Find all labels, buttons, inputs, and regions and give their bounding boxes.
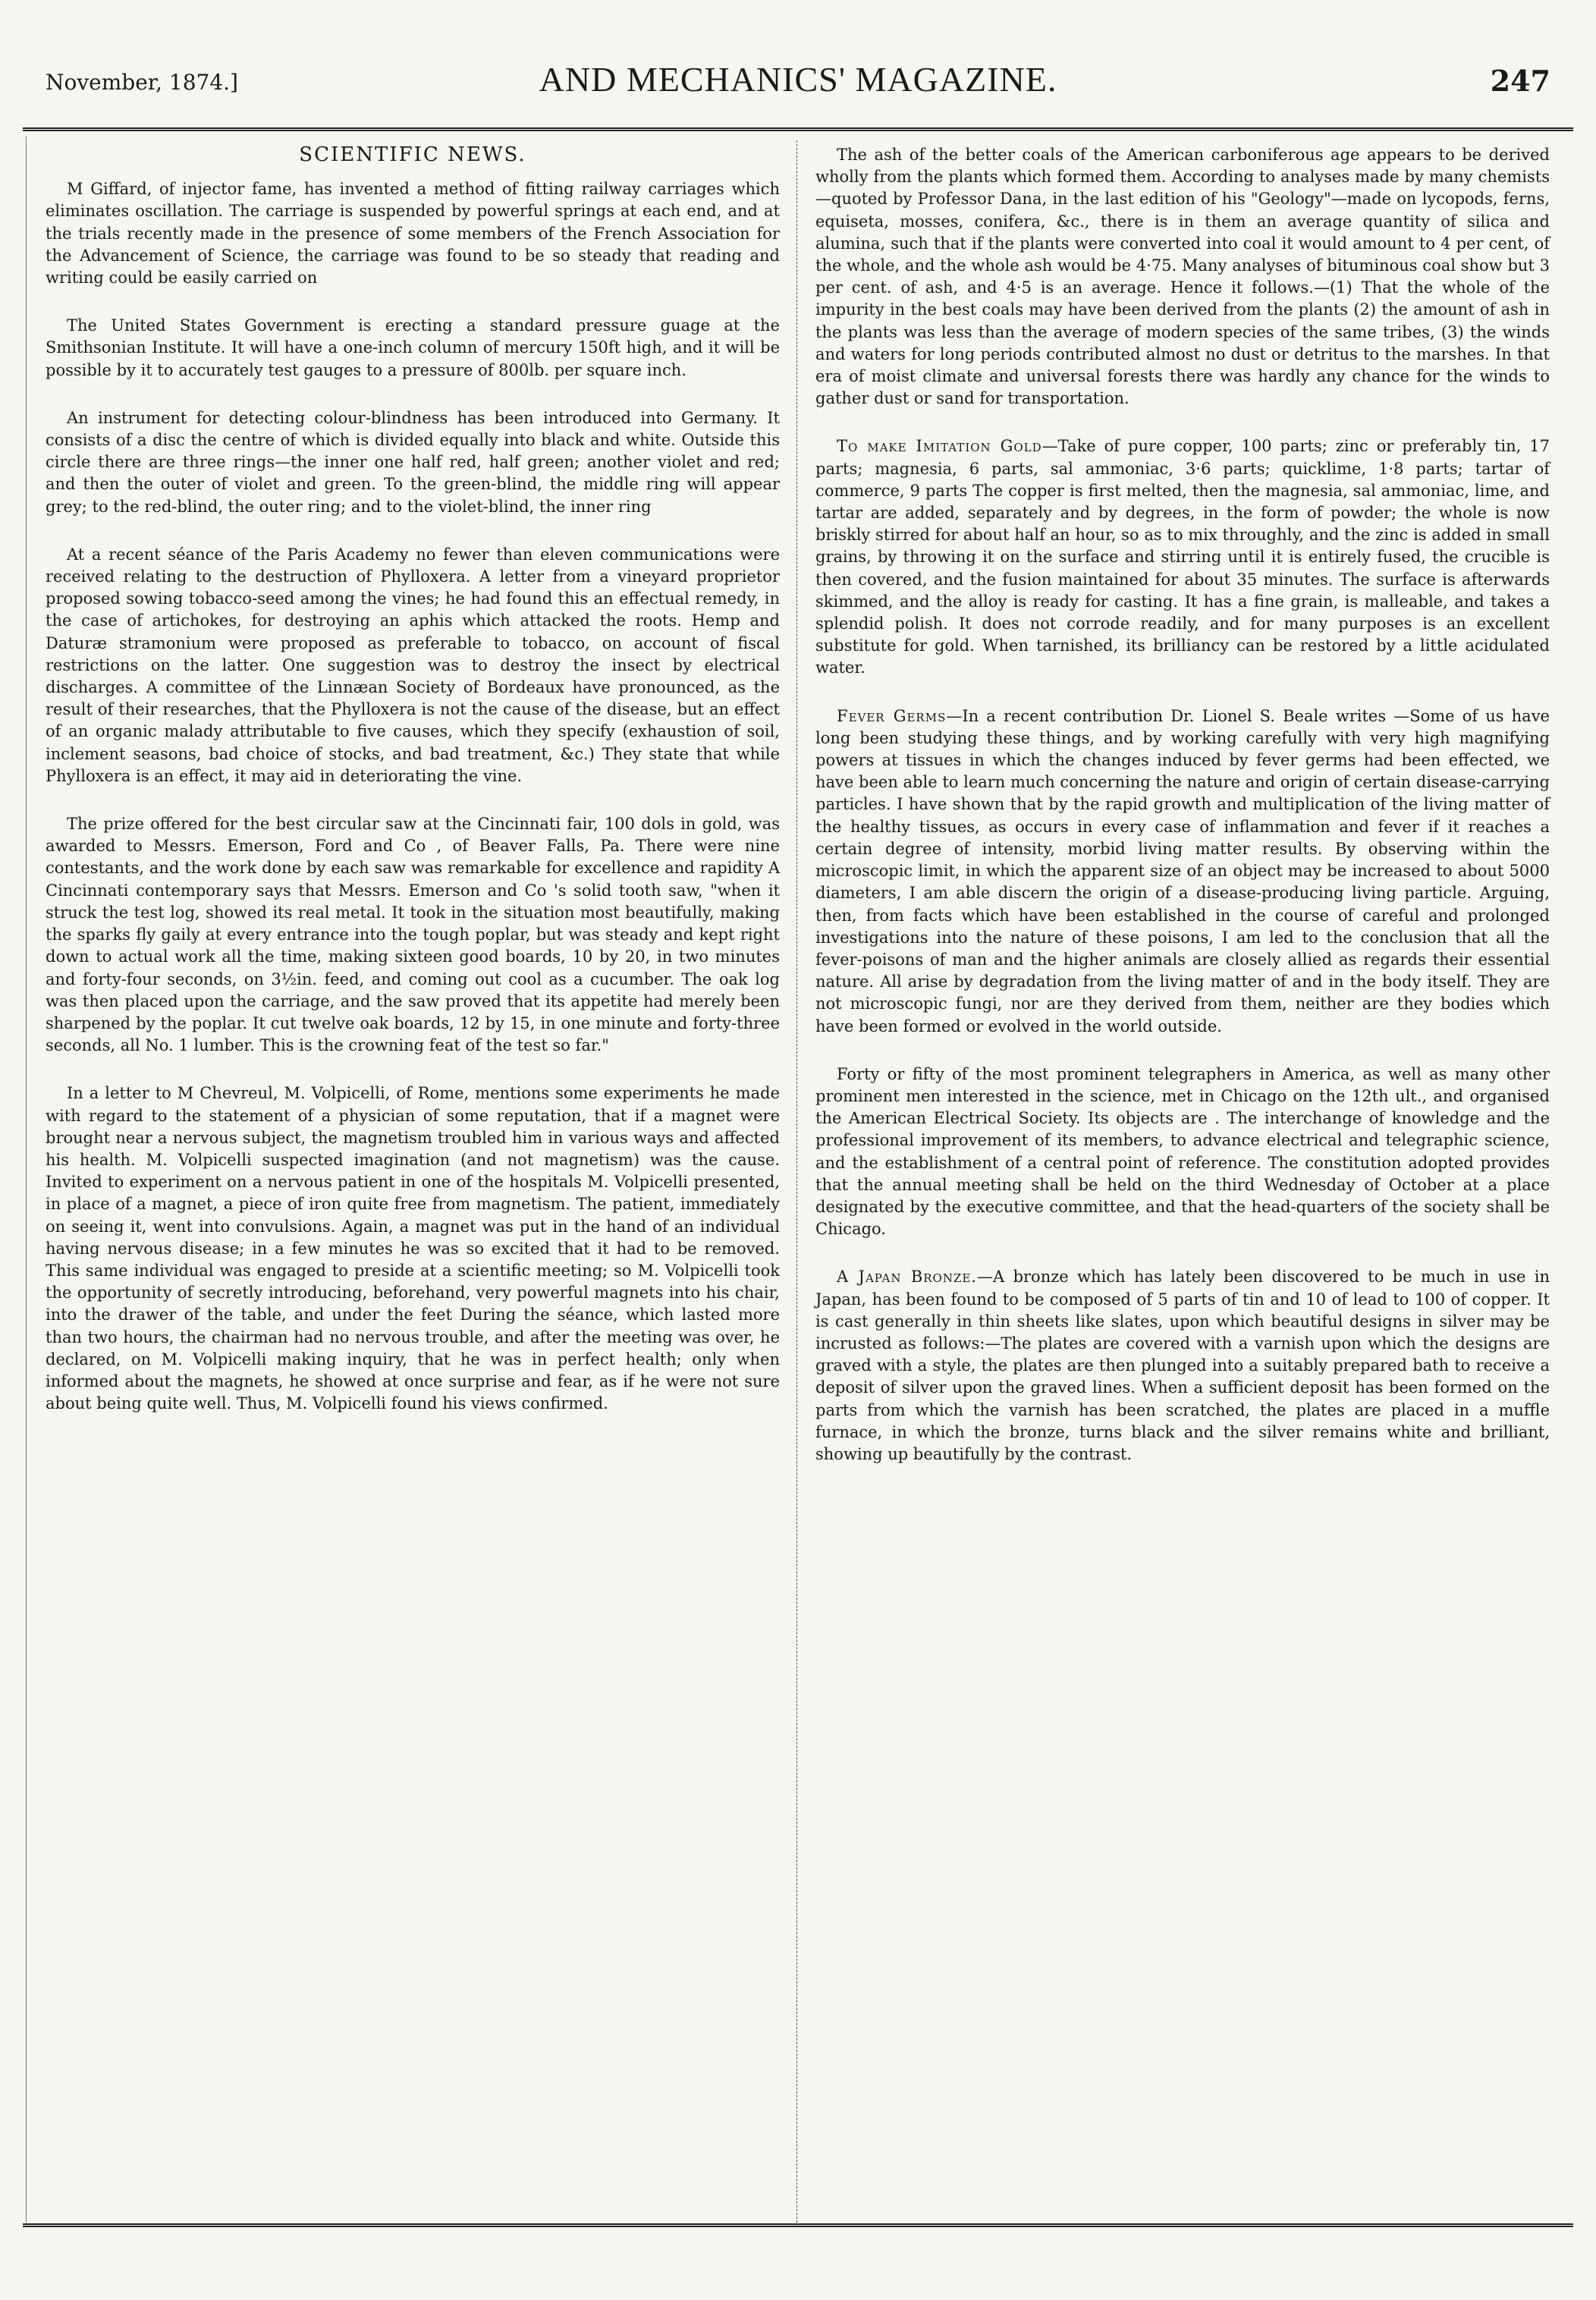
article-coal-ash: The ash of the better coals of the American carboniferous age appears to be derived wholly from the plants which formed them. According to analyses made by many chemists—quoted by Professor Dana, in the last edition of his "Geology"—made on lycopods, ferns, equiseta, mosses, conifera, &c., there is in them an average quantity of silica and alumina, such that if the plants were converted into coal it would amount to 4 per cent, of the whole, and the whole ash would be 4·75. Many analyses of bituminous coal show but 3 per cent. of ash, and 4·5 is an average. Hence it follows.—(1) That the whole of the impurity in the best coals may have been derived from the plants (2) the amount of ash in the plants was less than the average of modern species of the same tribes, (3) the winds and waters for long periods contributed almost no dust or detritus to the marshes. In that era of moist climate and universal forests there was hardly any chance for the winds to gather dust or sand for transportation. xyxy=(815,146,1550,408)
column-divider xyxy=(796,140,797,2226)
page-header xyxy=(46,59,1550,112)
japan-bronze-heading: A Japan Bronze. xyxy=(837,1268,978,1287)
article-telegraphers: Forty or fifty of the most prominent telegraphers in America, as well as many other prominent men interested in the science, met in Chicago on the 12th ult., and organised the American Electrical Society. Its objects are . The interchange of knowledge and the professional improvement of its members, to advance electrical and telegraphic science, and the establishment of a central point of reference. The constitution adopted provides that the annual meeting shall be held on the third Wednesday of October at a place designated by the executive committee, and that the head-quarters of the society shall be Chicago. xyxy=(815,1064,1550,1239)
japan-bronze-body: —A bronze which has lately been discovered to be much in use in Japan, has been found to be composed of 5 parts of tin and 10 of lead to 100 of copper. It is cast generally in thin sheets like slates, upon which beautiful designs in silver may be incrusted as follows:—The plates are covered with a varnish upon which the designs are graved with a style, the plates are then plunged into a suitably prepared bath to receive a deposit of silver upon the graved lines. When a sufficient deposit has been formed on the parts from which the varnish has been scratched, the plates are placed in a muffle furnace, in which the bronze, turns black and the silver remains white and brilliant, showing up beautifully by the contrast. xyxy=(815,1268,1550,1463)
section-title: SCIENTIFIC NEWS. xyxy=(299,143,526,166)
article-pressure-gauge: The United States Government is erecting a standard pressure guage at the Smithsonian Institute. It will have a one-inch column of mercury 150ft high, and it will be possible by it to accurately test gauges to a pressure of 800lb. per square inch. xyxy=(46,316,780,379)
imitation-gold-body: —Take of pure copper, 100 parts; zinc or preferably tin, 17 parts; magnesia, 6 parts, sal ammoniac, 3·6 parts; quicklime, 1·8 parts; tartar of commerce, 9 parts The copper is first melted, then the magnesia, sal ammoniac, lime, and tartar are added, separately and by degrees, in the form of powder; the whole is now briskly stirred for about half an hour, so as to mix throughly, and the zinc is added in small grains, by throwing it on the surface and stirring until it is entirely fused, the crucible is then covered, and the fusion maintained for about 35 minutes. The surface is afterwards skimmed, and the alloy is ready for casting. It has a fine grain, is malleable, and takes a splendid polish. It does not corrode readily, and for many purposes is an excellent substitute for gold. When tarnished, its brilliancy can be restored by a little acidulated water. xyxy=(815,437,1550,677)
fever-germs-heading: Fever Germs xyxy=(837,706,947,725)
article-fever-germs xyxy=(815,705,1550,1038)
imitation-gold-heading: To make Imitation Gold xyxy=(837,437,1042,456)
right-column xyxy=(815,144,1550,1491)
article-volpicelli: In a letter to M Chevreul, M. Volpicelli, of Rome, mentions some experiments he made with regard to the statement of a physician of some reputation, that if a magnet were brought near a nervous subject, the magnetism troubled him in various ways and affected his health. M. Volpicelli suspected imagination (and not magnetism) was the cause. Invited to experiment on a nervous patient in one of the hospitals M. Volpicelli presented, in place of a magnet, a piece of iron quite free from magnetism. The patient, immediately on seeing it, went into convulsions. Again, a magnet was put in the hand of an individual having nervous disease; in a few minutes he was so excited that it had to be removed. This same individual was engaged to preside at a scientific meeting; so M. Volpicelli took the opportunity of secretly introducing, beforehand, very powerful magnets into his chair, into the drawer of the table, and under the feet During the séance, which lasted more than two hours, the chairman had no nervous trouble, and after the meeting was over, he declared, on M. Volpicelli making inquiry, that he was in perfect health; only when informed about the magnets, he showed at once surprise and fear, as if he were not sure about being quite well. Thus, M. Volpicelli found his views confirmed. xyxy=(46,1084,780,1413)
article-japan-bronze xyxy=(815,1266,1550,1466)
page-number: 247 xyxy=(1490,64,1550,98)
article-phylloxera: At a recent séance of the Paris Academy no fewer than eleven communications were received relating to the destruction of Phylloxera. A letter from a vineyard proprietor proposed sowing tobacco-seed among the vines; he had found this an effectual remedy, in the case of artichokes, for destroying an aphis which attacked the roots. Hemp and Daturæ stramonium were proposed as preferable to tobacco, on account of fiscal restrictions on the latter. One suggestion was to destroy the insect by electrical discharges. A committee of the Linnæan Society of Bordeaux have pronounced, as the result of their researches, that the Phylloxera is not the cause of the disease, but an effect of an organic malady attributable to five causes, which they specify (exhaustion of soil, inclement seasons, bad choice of stocks, and bad treatment, &c.) They state that while Phylloxera is an effect, it may aid in deteriorating the vine. xyxy=(46,545,780,785)
fever-germs-body: —In a recent contribution Dr. Lionel S. Beale writes —Some of us have long been studying these things, and by working carefully with very high magnifying powers at tissues in which the changes induced by fever germs had been effected, we have been able to learn much concerning the nature and origin of certain disease-carrying particles. I have shown that by the rapid growth and multiplication of the living matter of the healthy tissues, as occurs in every case of inflammation and fever if it reaches a certain degree of intensity, morbid living matter results. By observing within the microscopic limit, in which the apparent size of an object may be increased to about 5000 diameters, I am able discern the origin of a disease-producing living particle. Arguing, then, from facts which have been established in the course of careful and prolonged investigations into the nature of these poisons, I am led to the conclusion that all the fever-poisons of man and the higher animals are closely allied as regards their essential nature. All arise by degradation from the living matter of and in the body itself. They are not microscopic fungi, nor are they derived from them, neither are they bodies which have been formed or evolved in the world outside. xyxy=(815,706,1550,1035)
left-column xyxy=(46,144,780,1441)
magazine-title: AND MECHANICS' MAGAZINE. xyxy=(539,60,1057,99)
article-circular-saw: The prize offered for the best circular saw at the Cincinnati fair, 100 dols in gold, was awarded to Messrs. Emerson, Ford and Co , of Beaver Falls, Pa. There were nine contestants, and the work done by each saw was remarkable for excellence and rapidity A Cincinnati contemporary says that Messrs. Emerson and Co 's solid tooth saw, "when it struck the test log, showed its real metal. It took in the situation most beautifully, making the sparks fly gaily at every entrance into the tough poplar, but was steady and kept right down to actual work all the time, making sixteen good boards, 10 by 20, in two minutes and forty-four seconds, on 3½in. feed, and coming out cool as a cucumber. The oak log was then placed upon the carriage, and the saw proved that its appetite had merely been sharpened by the poplar. It cut twelve oak boards, 12 by 15, in one minute and forty-three seconds, all No. 1 lumber. This is the crowning feat of the test so far." xyxy=(46,815,780,1055)
article-colour-blindness: An instrument for detecting colour-blindness has been introduced into Germany. It consists of a disc the centre of which is divided equally into black and white. Outside this circle there are three rings—the inner one half red, half green; another violet and red; and then the outer of violet and green. To the green-blind, the middle ring will appear grey; to the red-blind, the outer ring; and to the violet-blind, the inner ring xyxy=(46,408,780,516)
article-imitation-gold xyxy=(815,435,1550,679)
article-giffard: M Giffard, of injector fame, has invented a method of fitting railway carriages which eliminates oscillation. The carriage is suspended by powerful springs at each end, and at the trials recently made in the presence of some members of the French Association for the Advancement of Science, the carriage was found to be so steady that reading and writing could be easily carried on xyxy=(46,180,780,288)
issue-date: November, 1874.] xyxy=(46,70,238,95)
left-margin-rule xyxy=(26,137,27,2223)
